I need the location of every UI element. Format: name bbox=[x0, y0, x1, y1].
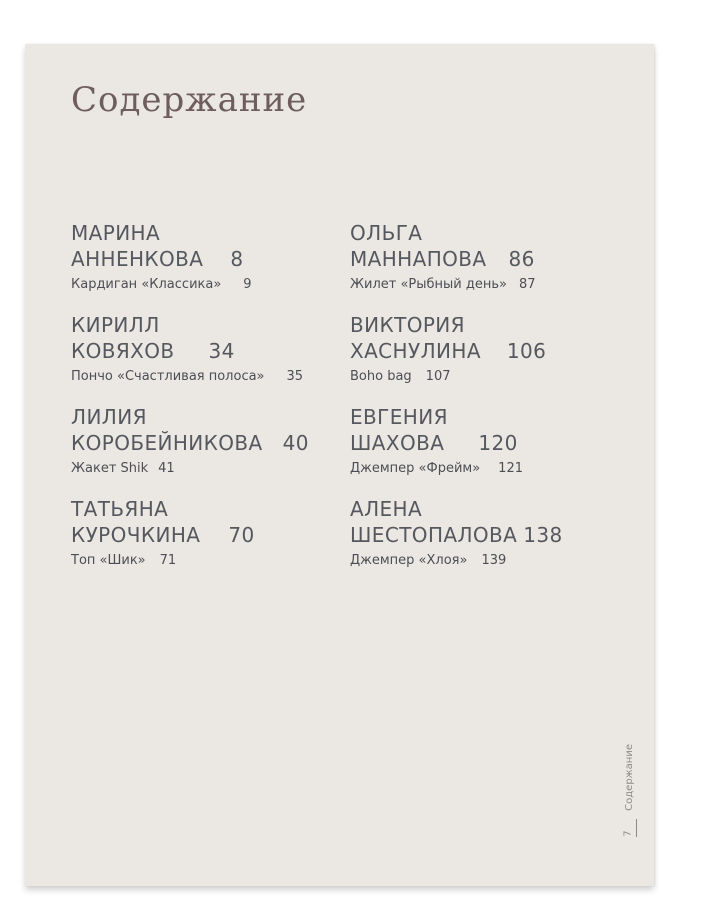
project-title: Джемпер «Фрейм» bbox=[350, 461, 481, 476]
project-page-number: 139 bbox=[481, 553, 507, 568]
author-page-number: 8 bbox=[230, 247, 244, 271]
project-title: Boho bag bbox=[350, 369, 412, 384]
author-first-name: ЕВГЕНИЯ bbox=[350, 405, 448, 429]
author-first-name: АЛЕНА bbox=[350, 497, 423, 521]
toc-entry bbox=[350, 496, 563, 570]
author-first-name: ЛИЛИЯ bbox=[71, 405, 147, 429]
author-last-name: ШАХОВА bbox=[350, 431, 445, 455]
author-page-number: 120 bbox=[478, 431, 518, 455]
project-title: Джемпер «Хлоя» bbox=[350, 553, 468, 568]
author-last-name: ХАСНУЛИНА bbox=[350, 339, 481, 363]
project-page-number: 71 bbox=[159, 553, 177, 568]
project-page-number: 9 bbox=[243, 277, 252, 292]
toc-entry bbox=[71, 404, 309, 478]
project-page-number: 35 bbox=[286, 369, 304, 384]
project-page-number: 107 bbox=[425, 369, 451, 384]
author-first-name: КИРИЛЛ bbox=[71, 313, 160, 337]
running-header: Содержание bbox=[624, 744, 635, 811]
project-title: Жакет Shik bbox=[71, 461, 149, 476]
author-last-name: МАННАПОВА bbox=[350, 247, 487, 271]
author-page-number: 34 bbox=[208, 339, 235, 363]
project-page-number: 87 bbox=[518, 277, 536, 292]
toc-entry bbox=[350, 312, 546, 386]
author-last-name: ШЕСТОПАЛОВА bbox=[350, 523, 518, 547]
author-last-name: КОВЯХОВ bbox=[71, 339, 175, 363]
project-title: Кардиган «Классика» bbox=[71, 277, 222, 292]
project-title: Топ «Шик» bbox=[71, 553, 146, 568]
author-page-number: 86 bbox=[508, 247, 535, 271]
author-first-name: ВИКТОРИЯ bbox=[350, 313, 465, 337]
author-last-name: КУРОЧКИНА bbox=[71, 523, 201, 547]
author-page-number: 138 bbox=[523, 523, 563, 547]
author-page-number: 70 bbox=[228, 523, 255, 547]
author-first-name: МАРИНА bbox=[71, 221, 161, 245]
toc-entry bbox=[71, 312, 303, 386]
author-last-name: КОРОБЕЙНИКОВА bbox=[71, 431, 263, 455]
project-page-number: 41 bbox=[158, 461, 175, 476]
running-header-divider bbox=[636, 819, 637, 837]
project-page-number: 121 bbox=[498, 461, 523, 476]
toc-entry bbox=[350, 404, 523, 478]
author-last-name: АННЕНКОВА bbox=[71, 247, 204, 271]
project-title: Пончо «Счастливая полоса» bbox=[71, 369, 265, 384]
toc-entry bbox=[71, 220, 252, 294]
project-title: Жилет «Рыбный день» bbox=[350, 277, 507, 292]
author-page-number: 40 bbox=[282, 431, 309, 455]
book-page bbox=[25, 44, 654, 886]
author-first-name: ОЛЬГА bbox=[350, 221, 423, 245]
author-page-number: 106 bbox=[506, 339, 547, 363]
page-title: Содержание bbox=[71, 80, 308, 120]
toc-entry bbox=[350, 220, 536, 294]
author-first-name: ТАТЬЯНА bbox=[71, 497, 169, 521]
page-number: 7 bbox=[622, 830, 634, 837]
toc-entry bbox=[71, 496, 255, 570]
